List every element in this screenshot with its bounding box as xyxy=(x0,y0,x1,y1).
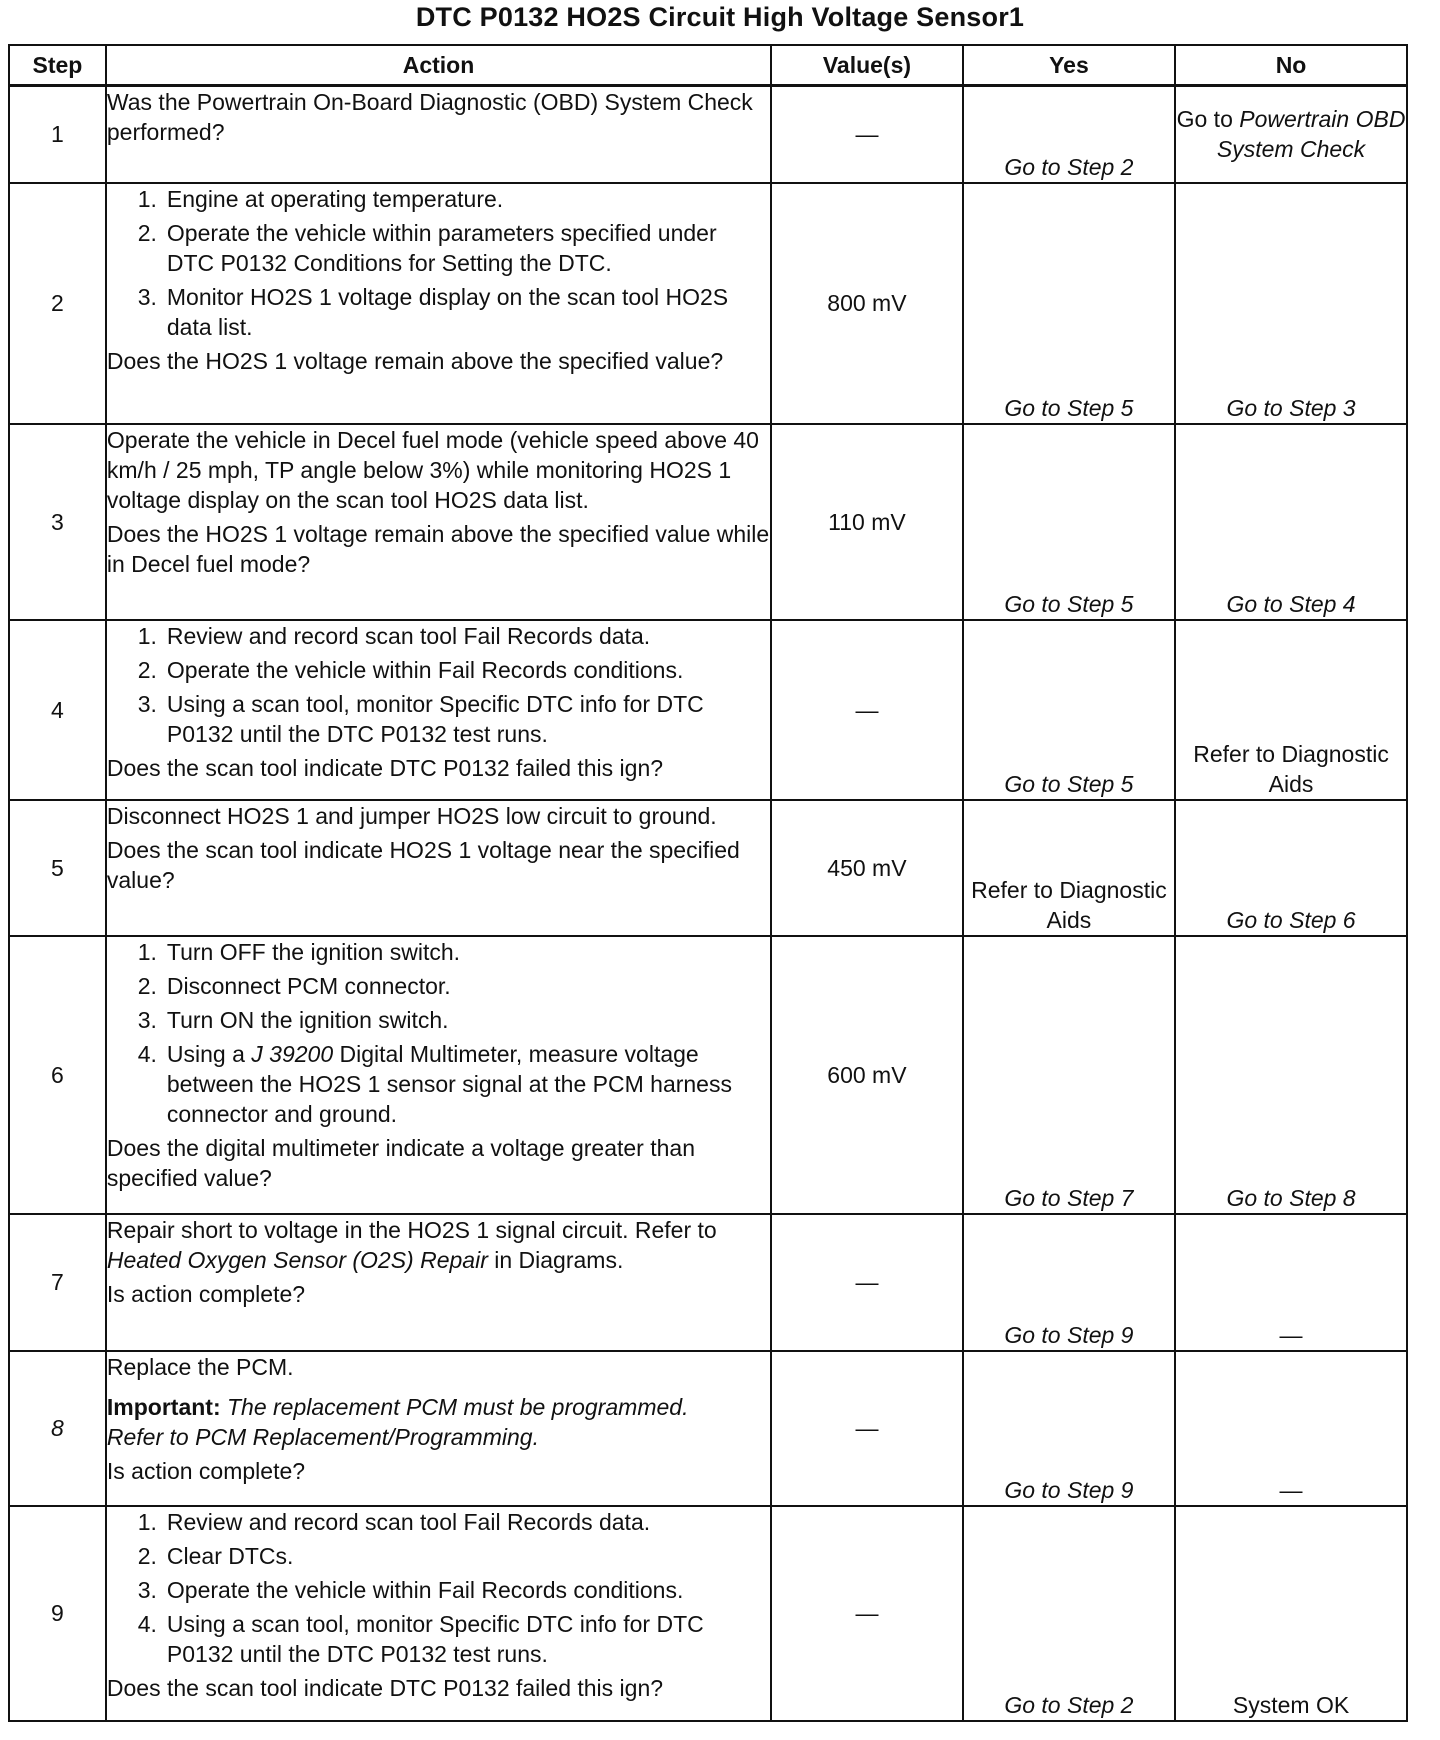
action-cell xyxy=(106,800,771,936)
step-number: 5 xyxy=(9,800,106,936)
action-cell xyxy=(106,183,771,424)
yes-cell: Go to Step 2 xyxy=(963,86,1175,183)
value-cell: 600 mV xyxy=(771,936,963,1214)
step-number: 2 xyxy=(9,183,106,424)
step-number: 9 xyxy=(9,1506,106,1721)
no-cell: Go to Step 6 xyxy=(1175,800,1407,936)
action-question: Does the HO2S 1 voltage remain above the specified value? xyxy=(106,347,724,374)
table-row xyxy=(9,800,1407,936)
value-cell: — xyxy=(771,620,963,800)
value-cell: — xyxy=(771,86,963,183)
header-no: No xyxy=(1175,45,1407,86)
important-note: Important: The replacement PCM must be programmed. Refer to PCM Replacement/Programming. xyxy=(106,1393,689,1450)
no-cell: Go to Step 4 xyxy=(1175,424,1407,620)
value-cell: 800 mV xyxy=(771,183,963,424)
yes-cell: Go to Step 9 xyxy=(963,1214,1175,1351)
table-header-row xyxy=(9,45,1407,86)
no-cell: Go to Step 8 xyxy=(1175,936,1407,1214)
yes-cell: Refer to Diagnostic Aids xyxy=(963,800,1175,936)
yes-cell: Go to Step 9 xyxy=(963,1351,1175,1506)
action-cell xyxy=(106,1351,771,1506)
important-text: The replacement PCM must be programmed. xyxy=(227,1393,689,1420)
list-item: 3. Monitor HO2S 1 voltage display on the scan tool HO2S data list. xyxy=(137,283,729,340)
list-item: 3. Operate the vehicle within Fail Records conditions. xyxy=(137,1576,684,1603)
no-cell: — xyxy=(1175,1351,1407,1506)
yes-cell: Go to Step 7 xyxy=(963,936,1175,1214)
action-cell xyxy=(106,86,771,183)
action-question: Does the scan tool indicate DTC P0132 failed this ign? xyxy=(106,754,664,781)
action-instruction: Repair short to voltage in the HO2S 1 signal circuit. Refer to Heated Oxygen Sensor (O2S) Repair in Diagrams. xyxy=(106,1216,717,1273)
no-cell: — xyxy=(1175,1214,1407,1351)
important-label: Important: xyxy=(106,1393,221,1420)
action-cell xyxy=(106,1214,771,1351)
table-row xyxy=(9,1506,1407,1721)
action-question: Does the HO2S 1 voltage remain above the specified value while in Decel fuel mode? xyxy=(106,520,770,577)
value-cell: — xyxy=(771,1214,963,1351)
diagnostic-table xyxy=(8,44,1408,1722)
yes-cell: Go to Step 5 xyxy=(963,183,1175,424)
action-cell xyxy=(106,620,771,800)
header-values: Value(s) xyxy=(771,45,963,86)
value-cell: — xyxy=(771,1351,963,1506)
action-steps-list xyxy=(107,1507,770,1669)
table-row xyxy=(9,86,1407,183)
reference-link-text: PCM Replacement/Programming. xyxy=(195,1423,539,1450)
table-row xyxy=(9,1351,1407,1506)
list-item: 1. Engine at operating temperature. xyxy=(137,185,504,212)
list-item: 2. Operate the vehicle within parameters specified under DTC P0132 Conditions for Setting the DTC. xyxy=(137,219,717,276)
action-cell xyxy=(106,1506,771,1721)
step-number: 7 xyxy=(9,1214,106,1351)
list-item: 3. Turn ON the ignition switch. xyxy=(137,1006,449,1033)
list-item: 3. Using a scan tool, monitor Specific DTC info for DTC P0132 until the DTC P0132 test runs. xyxy=(137,690,704,747)
no-cell: Go to Step 3 xyxy=(1175,183,1407,424)
table-row xyxy=(9,424,1407,620)
step-number: 6 xyxy=(9,936,106,1214)
no-cell: Refer to Diagnostic Aids xyxy=(1175,620,1407,800)
action-cell xyxy=(106,936,771,1214)
step-number: 4 xyxy=(9,620,106,800)
step-number: 3 xyxy=(9,424,106,620)
action-steps-list xyxy=(107,184,770,342)
value-cell: 450 mV xyxy=(771,800,963,936)
action-question: Does the scan tool indicate DTC P0132 failed this ign? xyxy=(106,1674,664,1701)
step-number: 8 xyxy=(9,1351,106,1506)
value-cell: 110 mV xyxy=(771,424,963,620)
action-question: Is action complete? xyxy=(106,1280,306,1307)
reference-link-text: Heated Oxygen Sensor (O2S) Repair xyxy=(106,1246,488,1273)
action-instruction: Disconnect HO2S 1 and jumper HO2S low circuit to ground. xyxy=(106,802,717,829)
list-item: 2. Operate the vehicle within Fail Records conditions. xyxy=(137,656,684,683)
header-yes: Yes xyxy=(963,45,1175,86)
table-row xyxy=(9,1214,1407,1351)
header-step: Step xyxy=(9,45,106,86)
action-question: Is action complete? xyxy=(106,1457,306,1484)
list-item: 2. Disconnect PCM connector. xyxy=(137,972,451,999)
action-question: Does the digital multimeter indicate a voltage greater than specified value? xyxy=(106,1134,695,1191)
table-row xyxy=(9,620,1407,800)
no-prefix: Go to xyxy=(1176,106,1233,133)
table-row xyxy=(9,183,1407,424)
step-number: 1 xyxy=(9,86,106,183)
yes-cell: Go to Step 5 xyxy=(963,424,1175,620)
no-cell xyxy=(1175,86,1407,183)
list-item: 1. Turn OFF the ignition switch. xyxy=(137,938,461,965)
tool-name: J 39200 xyxy=(251,1040,334,1067)
action-cell xyxy=(106,424,771,620)
page-title: DTC P0132 HO2S Circuit High Voltage Sensor1 xyxy=(415,2,1025,32)
value-cell: — xyxy=(771,1506,963,1721)
action-steps-list xyxy=(107,621,770,749)
no-link-text: Powertrain OBD System Check xyxy=(1216,106,1406,163)
table-row xyxy=(9,936,1407,1214)
yes-cell: Go to Step 5 xyxy=(963,620,1175,800)
no-cell: System OK xyxy=(1175,1506,1407,1721)
action-instruction: Replace the PCM. xyxy=(106,1353,294,1380)
header-action: Action xyxy=(106,45,771,86)
action-question: Does the scan tool indicate HO2S 1 voltage near the specified value? xyxy=(106,836,740,893)
list-item: 1. Review and record scan tool Fail Records data. xyxy=(137,622,651,649)
list-item: 4. Using a J 39200 Digital Multimeter, measure voltage between the HO2S 1 sensor signal at the PCM harness connector and ground. xyxy=(137,1040,732,1127)
list-item: 4. Using a scan tool, monitor Specific DTC info for DTC P0132 until the DTC P0132 test runs. xyxy=(137,1610,704,1667)
action-steps-list xyxy=(107,937,770,1129)
yes-cell: Go to Step 2 xyxy=(963,1506,1175,1721)
list-item: 2. Clear DTCs. xyxy=(137,1542,294,1569)
action-instruction: Operate the vehicle in Decel fuel mode (vehicle speed above 40 km/h / 25 mph, TP angle below 3%) while monitoring HO2S 1 voltage display on the scan tool HO2S data list. xyxy=(106,426,759,513)
list-item: 1. Review and record scan tool Fail Records data. xyxy=(137,1508,651,1535)
action-question: Was the Powertrain On-Board Diagnostic (OBD) System Check performed? xyxy=(106,89,753,145)
